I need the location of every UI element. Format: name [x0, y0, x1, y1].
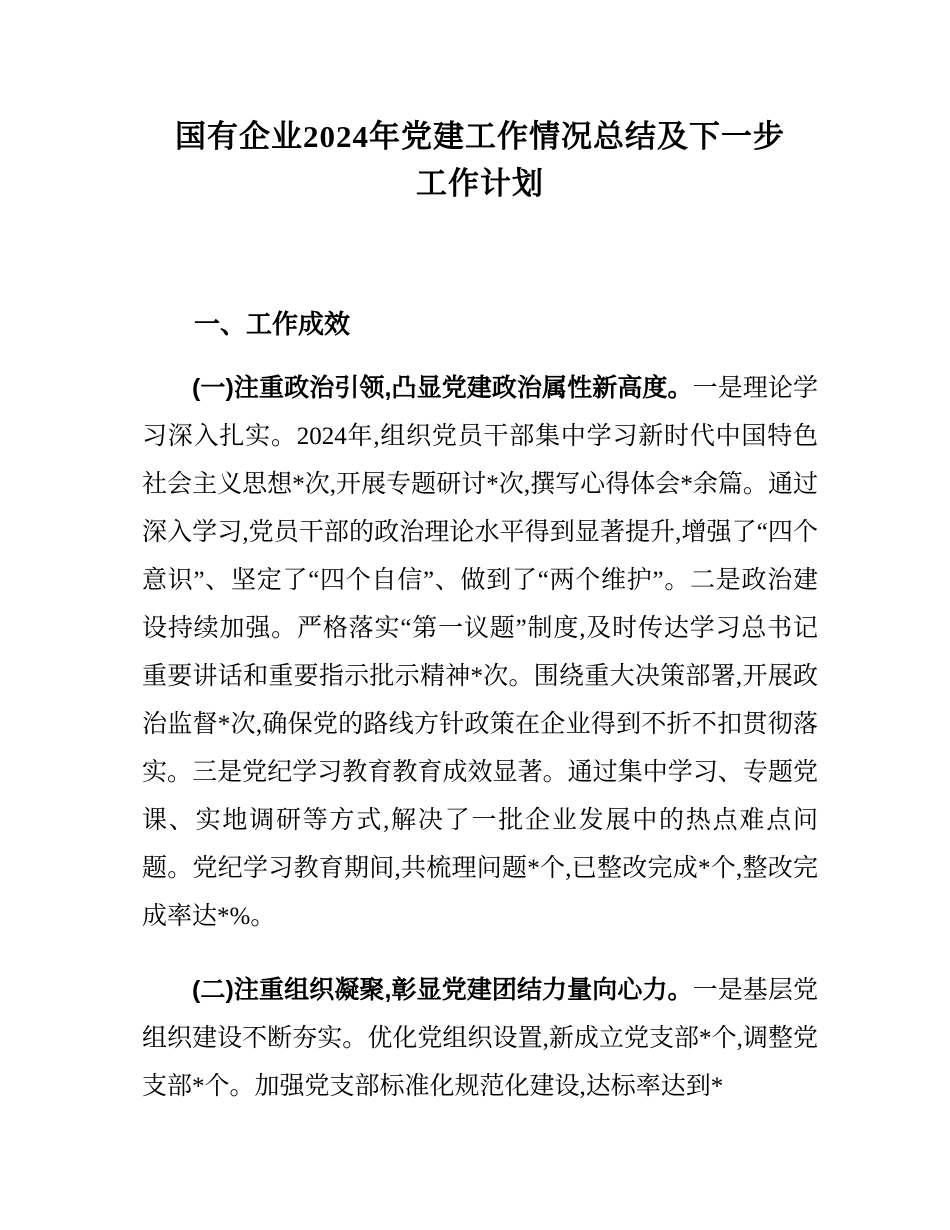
paragraph-lead: (二)注重组织凝聚,彰显党建团结力量向心力。	[192, 976, 693, 1004]
document-title-line-1: 国有企业2024年党建工作情况总结及下一步	[175, 119, 785, 154]
section-heading-work-results: 一、工作成效	[194, 309, 351, 339]
document-title-line-2: 工作计划	[416, 166, 544, 201]
paragraph-text: 一是基层党组织建设不断夯实。优化党组织设置,新成立党支部*个,调整党支部*个。加强党支部标准化规范化建设,达标率达到*	[142, 977, 818, 1100]
paragraph-lead: (一)注重政治引领,凸显党建政治属性新高度。	[192, 374, 693, 402]
document-title	[142, 113, 818, 207]
paragraph-text: 一是理论学习深入扎实。2024年,组织党员干部集中学习新时代中国特色社会主义思想*次,开展专题研讨*次,撰写心得体会*余篇。通过深入学习,党员干部的政治理论水平得到显著提升,增强了“四个意识”、坚定了“四个自信”、做到了“两个维护”。二是政治建设持续加强。严格落实“第一议题”制度,及时传达学习总书记重要讲话和重要指示批示精神*次。围绕重大决策部署,开展政治监督*次,确保党的路线方针政策在企业得到不折不扣贯彻落实。三是党纪学习教育教育成效显著。通过集中学习、专题党课、实地调研等方式,解决了一批企业发展中的热点难点问题。党纪学习教育期间,共梳理问题*个,已整改完成*个,整改完成率达*%。	[142, 375, 818, 930]
paragraph-organizational-cohesion	[142, 966, 818, 1111]
paragraph-political-leadership	[142, 364, 818, 941]
